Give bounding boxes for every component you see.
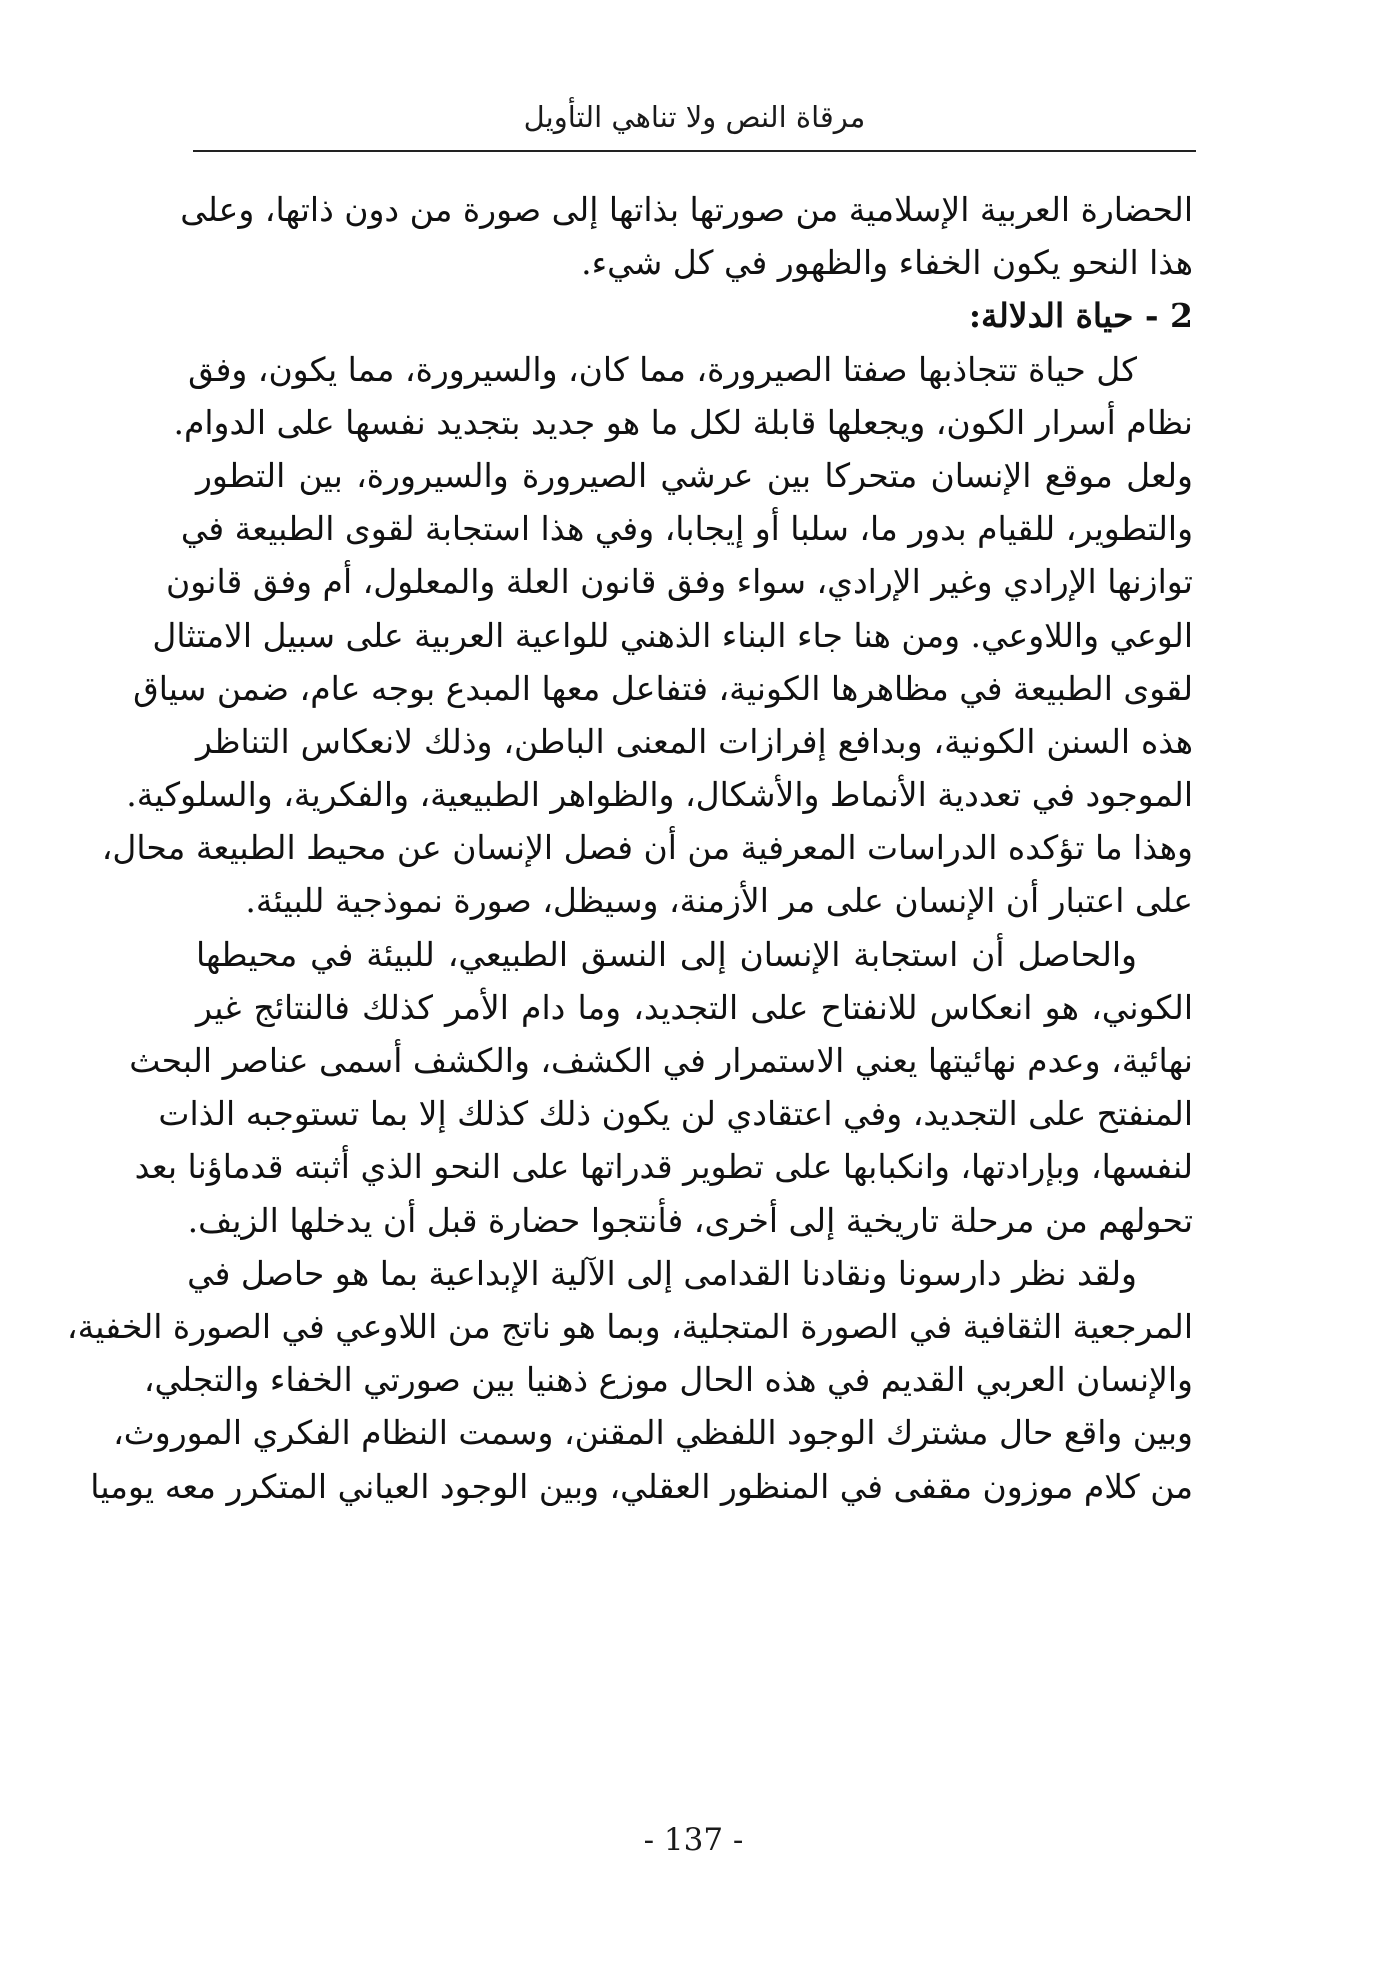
- body-text: [66, 183, 1193, 1513]
- text-line: الحضارة العربية الإسلامية من صورتها بذاتها إلى صورة من دون ذاتها، وعلى: [180, 190, 1193, 229]
- header-divider: [193, 150, 1196, 152]
- text-line: تحولهم من مرحلة تاريخية إلى أخرى، فأنتجوا حضارة قبل أن يدخلها الزيف.: [187, 1200, 1193, 1240]
- text-line: وبين واقع حال مشترك الوجود اللفظي المقنن، وسمت النظام الفكري الموروث،: [113, 1413, 1193, 1453]
- text-line: هذه السنن الكونية، وبدافع إفرازات المعنى الباطن، وذلك لانعكاس التناظر: [196, 721, 1193, 761]
- text-line: والحاصل أن استجابة الإنسان إلى النسق الطبيعي، للبيئة في محيطها: [196, 934, 1137, 974]
- text-line: ولعل موقع الإنسان متحركا بين عرشي الصيرورة والسيرورة، بين التطور: [196, 455, 1193, 495]
- text-line: المرجعية الثقافية في الصورة المتجلية، وبما هو ناتج من اللاوعي في الصورة الخفية،: [66, 1306, 1193, 1346]
- text-line: من كلام موزون مقفى في المنظور العقلي، وبين الوجود العياني المتكرر معه يوميا: [90, 1466, 1193, 1506]
- section-heading: 2 - حياة الدلالة:: [968, 296, 1193, 336]
- running-header-title: مرقاة النص ولا تناهي التأويل: [523, 100, 866, 134]
- text-line: والإنسان العربي القديم في هذه الحال موزع ذهنيا بين صورتي الخفاء والتجلي،: [143, 1360, 1193, 1400]
- text-line: هذا النحو يكون الخفاء والظهور في كل شيء.: [581, 243, 1193, 283]
- text-line: توازنها الإرادي وغير الإرادي، سواء وفق قانون العلة والمعلول، أم وفق قانون: [166, 562, 1193, 602]
- text-line: لقوى الطبيعة في مظاهرها الكونية، فتفاعل معها المبدع بوجه عام، ضمن سياق: [133, 668, 1193, 708]
- text-line: على اعتبار أن الإنسان على مر الأزمنة، وسيظل، صورة نموذجية للبيئة.: [245, 881, 1193, 921]
- text-line: والتطوير، للقيام بدور ما، سلبا أو إيجابا، وفي هذا استجابة لقوى الطبيعة في: [180, 509, 1193, 549]
- text-line: كل حياة تتجاذبها صفتا الصيرورة، مما كان، والسيرورة، مما يكون، وفق: [188, 349, 1137, 389]
- text-line: نهائية، وعدم نهائيتها يعني الاستمرار في الكشف، والكشف أسمى عناصر البحث: [129, 1041, 1193, 1080]
- text-line: ولقد نظر دارسونا ونقادنا القدامى إلى الآلية الإبداعية بما هو حاصل في: [187, 1253, 1137, 1293]
- page-number: - 137 -: [643, 1822, 744, 1858]
- text-line: وهذا ما تؤكده الدراسات المعرفية من أن فصل الإنسان عن محيط الطبيعة محال،: [101, 828, 1193, 868]
- text-line: الموجود في تعددية الأنماط والأشكال، والظواهر الطبيعية، والفكرية، والسلوكية.: [126, 775, 1193, 815]
- text-line: نظام أسرار الكون، ويجعلها قابلة لكل ما هو جديد بتجديد نفسها على الدوام.: [173, 402, 1193, 442]
- text-line: لنفسها، وبإرادتها، وانكبابها على تطوير قدراتها على النحو الذي أثبته قدماؤنا بعد: [134, 1147, 1193, 1187]
- text-line: الكوني، هو انعكاس للانفتاح على التجديد، وما دام الأمر كذلك فالنتائج غير: [196, 987, 1193, 1027]
- text-line: الوعي واللاوعي. ومن هنا جاء البناء الذهني للواعية العربية على سبيل الامتثال: [152, 615, 1193, 655]
- text-line: المنفتح على التجديد، وفي اعتقادي لن يكون ذلك كذلك إلا بما تستوجبه الذات: [158, 1094, 1193, 1134]
